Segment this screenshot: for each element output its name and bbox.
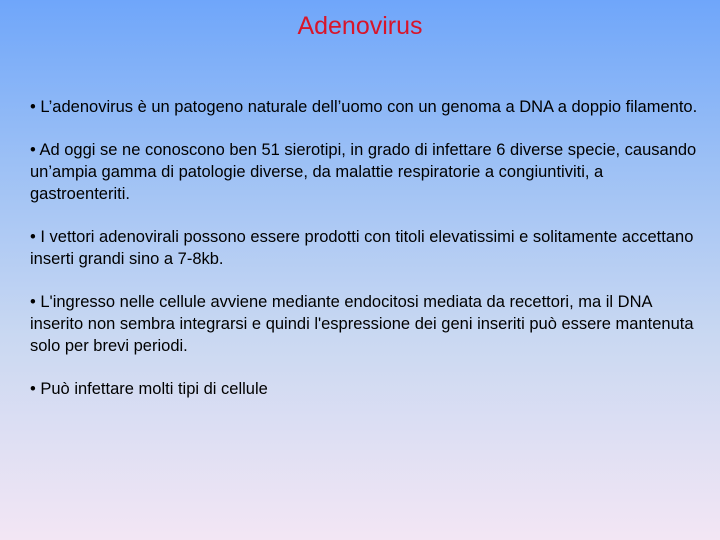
bullet-text: L’adenovirus è un patogeno naturale dell’uomo con un genoma a DNA a doppio filamento. (40, 98, 698, 116)
bullet-text: Ad oggi se ne conoscono ben 51 sierotipi, in grado di infettare 6 diverse specie, causando un’ampia gamma di patologie diverse, da malattie respiratorie a congiuntiviti, a gastroenteriti. (30, 141, 697, 203)
bullet-marker: • (30, 98, 36, 116)
bullet-item (30, 96, 706, 118)
bullet-item (30, 291, 706, 357)
bullet-marker: • (30, 293, 36, 311)
bullet-marker: • (30, 141, 36, 159)
bullet-text: L'ingresso nelle cellule avviene mediante endocitosi mediata da recettori, ma il DNA inserito non sembra integrarsi e quindi l'espressione dei geni inseriti può essere mantenuta solo per brevi periodi. (30, 293, 694, 355)
bullet-list (30, 96, 706, 421)
bullet-marker: • (30, 380, 36, 398)
bullet-text: I vettori adenovirali possono essere prodotti con titoli elevatissimi e solitamente accettano inserti grandi sino a 7-8kb. (30, 228, 694, 268)
bullet-item (30, 226, 706, 270)
bullet-item (30, 378, 706, 400)
bullet-marker: • (30, 228, 36, 246)
slide-title: Adenovirus (297, 12, 423, 40)
bullet-text: Può infettare molti tipi di cellule (40, 380, 268, 398)
bullet-item (30, 139, 706, 205)
